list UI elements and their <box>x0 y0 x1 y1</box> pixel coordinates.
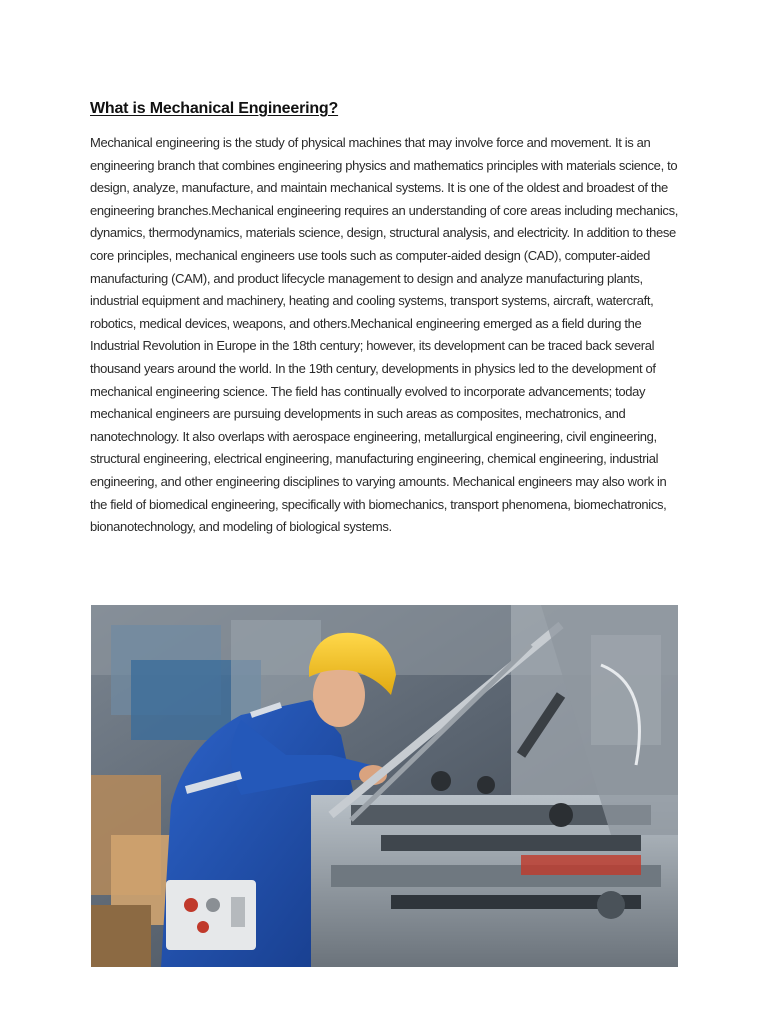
worker-at-machine-photo <box>91 605 678 967</box>
page-title: What is Mechanical Engineering? <box>90 100 339 117</box>
body-paragraph: Mechanical engineering is the study of physical machines that may involve force and movement. It is an engineering branch that combines engineering physics and mathematics principles with materials science, to design, analyze, manufacture, and maintain mechanical systems. It is one of the oldest and broadest of the engineering branches.Mechanical engineering requires an understanding of core areas including mechanics, dynamics, thermodynamics, materials science, design, structural analysis, and electricity. In addition to these core principles, mechanical engineers use tools such as computer-aided design (CAD), computer-aided manufacturing (CAM), and product lifecycle management to design and analyze manufacturing plants, industrial equipment and machinery, heating and cooling systems, transport systems, aircraft, watercraft, robotics, medical devices, weapons, and others.Mechanical engineering emerged as a field during the Industrial Revolution in Europe in the 18th century; however, its development can be traced back several thousand years around the world. In the 19th century, developments in physics led to the development of mechanical engineering science. The field has continually evolved to incorporate advancements; today mechanical engineers are pursuing developments in such areas as composites, mechatronics, and nanotechnology. It also overlaps with aerospace engineering, metallurgical engineering, civil engineering, structural engineering, electrical engineering, manufacturing engineering, chemical engineering, industrial engineering, and other engineering disciplines to varying amounts. Mechanical engineers may also work in the field of biomedical engineering, specifically with biomechanics, transport phenomena, biomechatronics, bionanotechnology, and modeling of biological systems. <box>90 135 678 535</box>
